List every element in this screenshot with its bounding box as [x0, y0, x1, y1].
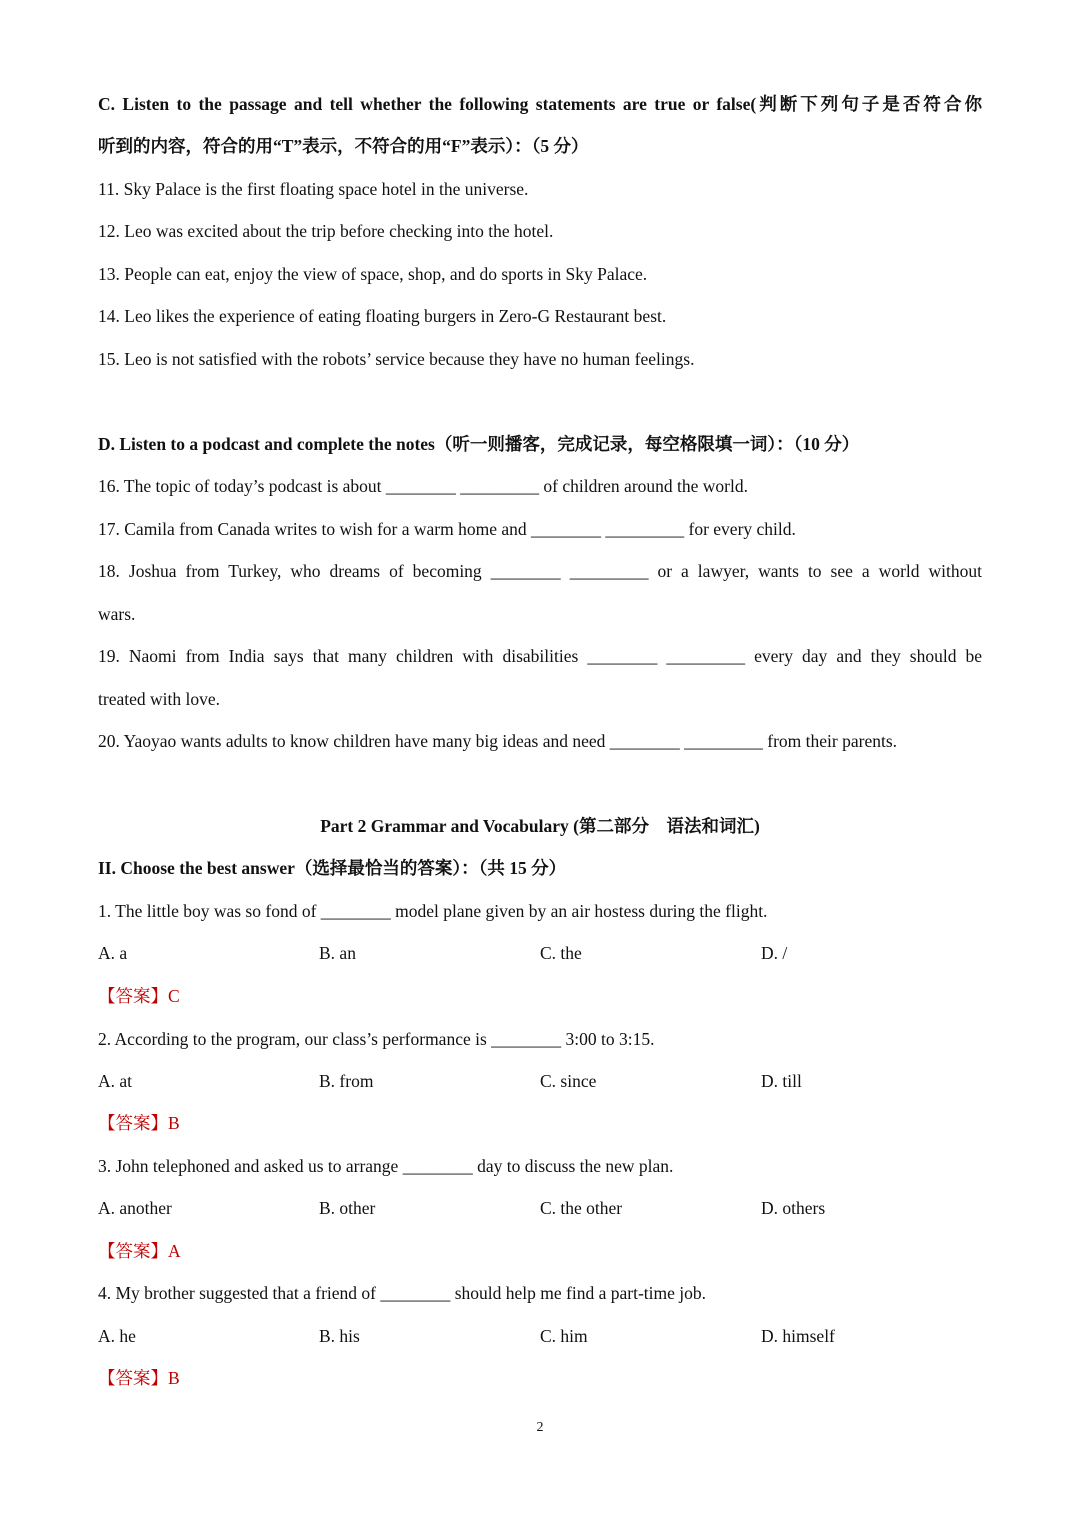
note-19-cont: treated with love. [98, 689, 220, 709]
question-4-stem: 4. My brother suggested that a friend of ________ should help me find a part-time job. [98, 1283, 706, 1303]
question-2-stem: 2. According to the program, our class’s performance is ________ 3:00 to 3:15. [98, 1029, 655, 1049]
question-4-option-c: C. him [540, 1326, 588, 1346]
statement-11: 11. Sky Palace is the first floating space hotel in the universe. [98, 179, 529, 199]
part2-section-heading: II. Choose the best answer（选择最恰当的答案）：（共 15 分） [98, 858, 567, 878]
question-4-option-b: B. his [319, 1326, 360, 1346]
statement-12: 12. Leo was excited about the trip before checking into the hotel. [98, 221, 554, 241]
question-3-stem: 3. John telephoned and asked us to arrange ________ day to discuss the new plan. [98, 1156, 674, 1176]
statement-14: 14. Leo likes the experience of eating floating burgers in Zero-G Restaurant best. [98, 306, 667, 326]
question-4-answer: 【答案】B [98, 1368, 180, 1388]
page-number: 2 [536, 1420, 544, 1435]
question-1-answer: 【答案】C [98, 986, 180, 1006]
note-17: 17. Camila from Canada writes to wish for a warm home and ________ _________ for every child. [98, 519, 796, 539]
statement-13: 13. People can eat, enjoy the view of space, shop, and do sports in Sky Palace. [98, 264, 648, 284]
note-16: 16. The topic of today’s podcast is about ________ _________ of children around the world. [98, 476, 748, 496]
note-20: 20. Yaoyao wants adults to know children have many big ideas and need ________ _________ from their parents. [98, 731, 898, 751]
note-18: 18. Joshua from Turkey, who dreams of becoming ________ _________ or a lawyer, wants to see a world without [98, 561, 982, 581]
part2-title: Part 2 Grammar and Vocabulary (第二部分 语法和词汇) [320, 816, 760, 836]
statement-15: 15. Leo is not satisfied with the robots’ service because they have no human feelings. [98, 349, 695, 369]
question-1-option-d: D. / [761, 943, 788, 963]
question-2-answer: 【答案】B [98, 1113, 180, 1133]
question-3-answer: 【答案】A [98, 1241, 181, 1261]
question-3-option-d: D. others [761, 1198, 826, 1218]
question-1-stem: 1. The little boy was so fond of ________ model plane given by an air hostess during the flight. [98, 901, 768, 921]
question-2-option-d: D. till [761, 1071, 802, 1091]
question-1-option-a: A. a [98, 943, 128, 963]
question-2-option-b: B. from [319, 1071, 374, 1091]
question-2-option-c: C. since [540, 1071, 597, 1091]
question-2-option-a: A. at [98, 1071, 133, 1091]
section-c-heading-line1: C. Listen to the passage and tell whether the following statements are true or false(判断下列句子是否符合你 [98, 94, 982, 114]
question-3-option-c: C. the other [540, 1198, 623, 1218]
note-19: 19. Naomi from India says that many children with disabilities ________ _________ every day and they should be [98, 646, 982, 666]
section-d-heading: D. Listen to a podcast and complete the notes（听一则播客，完成记录，每空格限填一词）：（10 分） [98, 434, 860, 454]
question-3-option-b: B. other [319, 1198, 376, 1218]
question-1-option-b: B. an [319, 943, 356, 963]
question-3-option-a: A. another [98, 1198, 172, 1218]
note-18-cont: wars. [98, 604, 136, 624]
question-4-option-d: D. himself [761, 1326, 835, 1346]
question-1-option-c: C. the [540, 943, 582, 963]
question-4-option-a: A. he [98, 1326, 136, 1346]
section-c-heading-line2: 听到的内容，符合的用“T”表示，不符合的用“F”表示）：（5 分） [98, 136, 589, 156]
